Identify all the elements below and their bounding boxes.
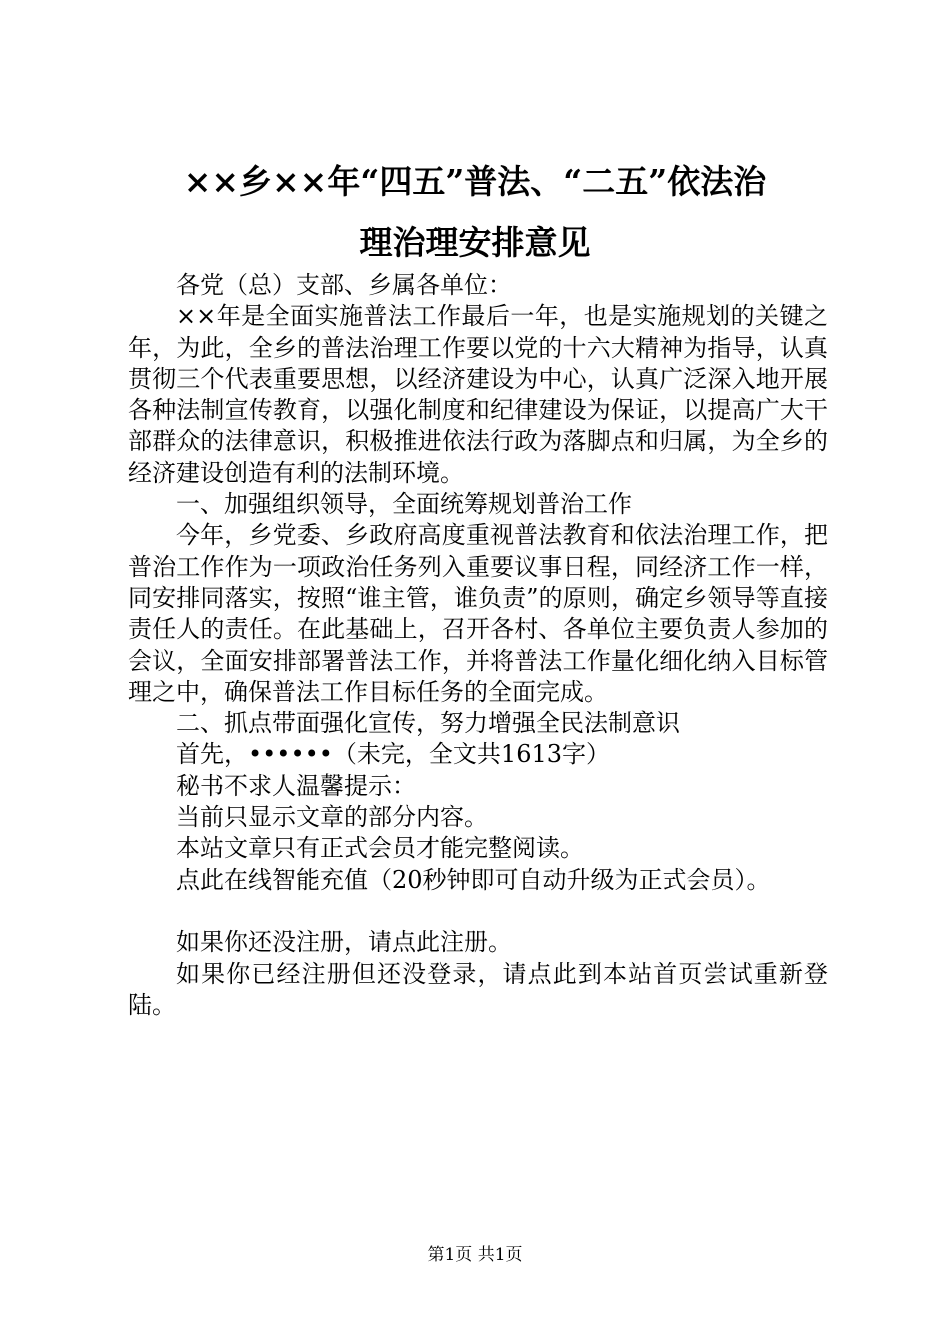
section-heading-1: 一、加强组织领导，全面统筹规划普治工作 <box>176 490 632 519</box>
page-footer: 第1页 共1页 <box>427 1245 523 1265</box>
recharge-link[interactable]: 点此在线智能充值（20秒钟即可自动升级为正式会员）。 <box>176 865 771 894</box>
tip-members-only: 本站文章只有正式会员才能完整阅读。 <box>176 834 584 863</box>
section-heading-2: 二、抓点带面强化宣传，努力增强全民法制意识 <box>176 709 680 738</box>
salutation-paragraph: 各党（总）支部、乡属各单位： <box>176 271 512 299</box>
blank-line <box>128 896 828 927</box>
login-link[interactable]: 如果你已经注册但还没登录，请点此到本站首页尝试重新登陆。 <box>128 959 828 1019</box>
section-1-paragraph: 今年，乡党委、乡政府高度重视普法教育和依法治理工作，把普治工作作为一项政治任务列入重要议事日程，同经济工作一样，同安排同落实，按照“谁主管，谁负责”的原则，确定乡领导等直接责任人的责任。在此基础上，召开各村、各单位主要负责人参加的会议，全面安排部署普法工作，并将普法工作量化细化纳入目标管理之中，确保普法工作目标任务的全面完成。 <box>128 521 828 706</box>
document-title-line-2: 理治理安排意见 <box>359 223 591 262</box>
truncated-paragraph: 首先，••••••（未完，全文共1613字） <box>176 740 611 769</box>
tip-heading: 秘书不求人温馨提示： <box>176 771 416 800</box>
document-title-line-1: ××乡××年“四五”普法、“二五”依法治 <box>183 162 767 201</box>
register-link[interactable]: 如果你还没注册，请点此注册。 <box>176 928 512 957</box>
document-body <box>128 270 828 1021</box>
tip-partial-content: 当前只显示文章的部分内容。 <box>176 803 488 832</box>
intro-paragraph: ××年是全面实施普法工作最后一年，也是实施规划的关键之年，为此，全乡的普法治理工作要以党的十六大精神为指导，认真贯彻三个代表重要思想，以经济建设为中心，认真广泛深入地开展各种法制宣传教育，以强化制度和纪律建设为保证，以提高广大干部群众的法律意识，积极推进依法行政为落脚点和归属，为全乡的经济建设创造有利的法制环境。 <box>128 302 828 487</box>
